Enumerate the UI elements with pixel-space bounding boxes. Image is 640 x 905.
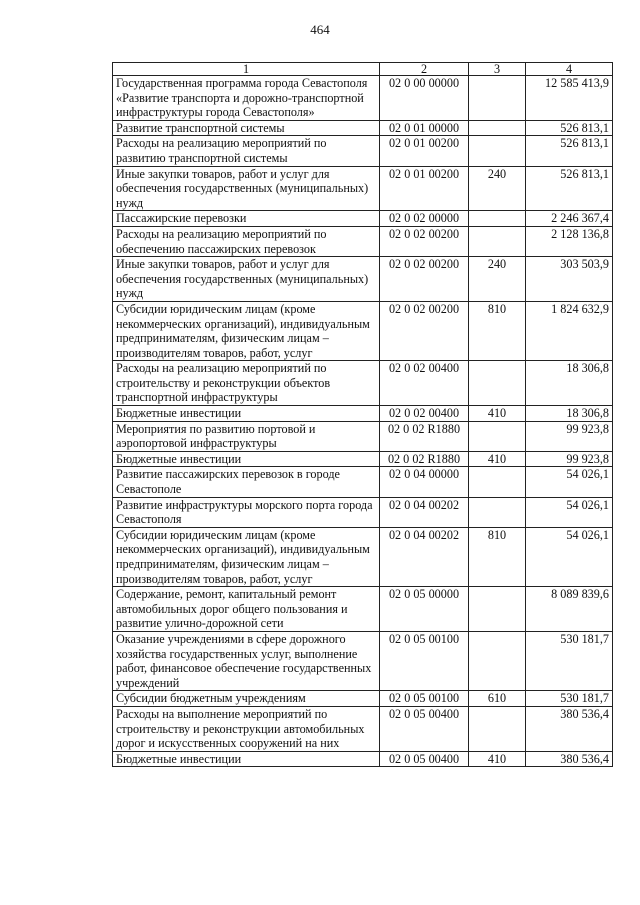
row-csr-code: 02 0 02 00000 xyxy=(380,211,469,227)
row-name: Субсидии бюджетным учреждениям xyxy=(113,691,380,707)
header-row xyxy=(113,63,613,76)
row-name: Субсидии юридическим лицам (кроме некоммерческих организаций), индивидуальным предпринимателям, физическим лицам – производителям товаров, работ, услуг xyxy=(113,527,380,586)
row-expense-type xyxy=(469,361,526,406)
row-expense-type xyxy=(469,497,526,527)
header-col-3: 3 xyxy=(469,63,526,76)
row-expense-type xyxy=(469,587,526,632)
table-row xyxy=(113,691,613,707)
header-col-1: 1 xyxy=(113,63,380,76)
row-amount: 526 813,1 xyxy=(526,120,613,136)
row-amount: 526 813,1 xyxy=(526,136,613,166)
row-amount: 18 306,8 xyxy=(526,406,613,422)
row-name: Расходы на реализацию мероприятий по развитию транспортной системы xyxy=(113,136,380,166)
row-name: Расходы на реализацию мероприятий по обеспечению пассажирских перевозок xyxy=(113,226,380,256)
row-amount: 18 306,8 xyxy=(526,361,613,406)
table-body xyxy=(113,76,613,767)
row-name: Мероприятия по развитию портовой и аэропортовой инфраструктуры xyxy=(113,421,380,451)
row-name: Государственная программа города Севастополя «Развитие транспорта и дорожно-транспортной инфраструктуры города Севастополя» xyxy=(113,76,380,121)
row-amount: 54 026,1 xyxy=(526,527,613,586)
row-name: Пассажирские перевозки xyxy=(113,211,380,227)
row-csr-code: 02 0 02 00200 xyxy=(380,257,469,302)
row-expense-type: 410 xyxy=(469,451,526,467)
row-csr-code: 02 0 02 00200 xyxy=(380,226,469,256)
table-row xyxy=(113,257,613,302)
row-name: Бюджетные инвестиции xyxy=(113,451,380,467)
row-name: Развитие пассажирских перевозок в городе Севастополе xyxy=(113,467,380,497)
row-csr-code: 02 0 04 00000 xyxy=(380,467,469,497)
row-name: Оказание учреждениями в сфере дорожного хозяйства государственных услуг, выполнение работ, финансовое обеспечение государственных учреждений xyxy=(113,631,380,690)
row-expense-type xyxy=(469,136,526,166)
row-expense-type: 240 xyxy=(469,166,526,211)
row-expense-type xyxy=(469,467,526,497)
row-amount: 99 923,8 xyxy=(526,451,613,467)
row-name: Субсидии юридическим лицам (кроме некоммерческих организаций), индивидуальным предпринимателям, физическим лицам – производителям товаров, работ, услуг xyxy=(113,301,380,360)
table-row xyxy=(113,166,613,211)
row-expense-type xyxy=(469,211,526,227)
row-amount: 530 181,7 xyxy=(526,691,613,707)
row-expense-type xyxy=(469,631,526,690)
table-row xyxy=(113,211,613,227)
table-row xyxy=(113,706,613,751)
row-csr-code: 02 0 01 00200 xyxy=(380,166,469,211)
table-row xyxy=(113,587,613,632)
row-amount: 54 026,1 xyxy=(526,497,613,527)
row-amount: 530 181,7 xyxy=(526,631,613,690)
row-amount: 526 813,1 xyxy=(526,166,613,211)
row-name: Бюджетные инвестиции xyxy=(113,406,380,422)
table-row xyxy=(113,451,613,467)
row-csr-code: 02 0 04 00202 xyxy=(380,497,469,527)
row-csr-code: 02 0 05 00100 xyxy=(380,631,469,690)
row-expense-type xyxy=(469,120,526,136)
row-expense-type xyxy=(469,226,526,256)
budget-table xyxy=(112,62,613,767)
page-number: 464 xyxy=(310,22,330,37)
table-row xyxy=(113,527,613,586)
table-row xyxy=(113,226,613,256)
row-expense-type xyxy=(469,706,526,751)
row-name: Бюджетные инвестиции xyxy=(113,751,380,767)
row-amount: 380 536,4 xyxy=(526,706,613,751)
row-name: Расходы на выполнение мероприятий по строительству и реконструкции автомобильных дорог и искусственных сооружений на них xyxy=(113,706,380,751)
row-name: Иные закупки товаров, работ и услуг для обеспечения государственных (муниципальных) нужд xyxy=(113,166,380,211)
table-row xyxy=(113,497,613,527)
table-row xyxy=(113,631,613,690)
row-name: Развитие транспортной системы xyxy=(113,120,380,136)
row-csr-code: 02 0 01 00200 xyxy=(380,136,469,166)
row-csr-code: 02 0 05 00400 xyxy=(380,706,469,751)
row-csr-code: 02 0 05 00000 xyxy=(380,587,469,632)
row-amount: 8 089 839,6 xyxy=(526,587,613,632)
row-csr-code: 02 0 00 00000 xyxy=(380,76,469,121)
row-amount: 1 824 632,9 xyxy=(526,301,613,360)
row-csr-code: 02 0 02 R1880 xyxy=(380,451,469,467)
row-expense-type: 610 xyxy=(469,691,526,707)
table-row xyxy=(113,467,613,497)
row-name: Развитие инфраструктуры морского порта города Севастополя xyxy=(113,497,380,527)
row-amount: 303 503,9 xyxy=(526,257,613,302)
table-row xyxy=(113,120,613,136)
row-amount: 2 128 136,8 xyxy=(526,226,613,256)
table-row xyxy=(113,76,613,121)
row-expense-type: 240 xyxy=(469,257,526,302)
table-row xyxy=(113,421,613,451)
row-expense-type xyxy=(469,76,526,121)
row-csr-code: 02 0 05 00100 xyxy=(380,691,469,707)
row-csr-code: 02 0 05 00400 xyxy=(380,751,469,767)
row-amount: 380 536,4 xyxy=(526,751,613,767)
table-row xyxy=(113,406,613,422)
table-row xyxy=(113,136,613,166)
header-col-2: 2 xyxy=(380,63,469,76)
row-csr-code: 02 0 02 00400 xyxy=(380,361,469,406)
row-name: Расходы на реализацию мероприятий по строительству и реконструкции объектов транспортной инфраструктуры xyxy=(113,361,380,406)
row-expense-type: 810 xyxy=(469,527,526,586)
row-name: Иные закупки товаров, работ и услуг для обеспечения государственных (муниципальных) нужд xyxy=(113,257,380,302)
row-amount: 2 246 367,4 xyxy=(526,211,613,227)
row-amount: 12 585 413,9 xyxy=(526,76,613,121)
row-expense-type: 410 xyxy=(469,406,526,422)
row-amount: 99 923,8 xyxy=(526,421,613,451)
row-csr-code: 02 0 02 00200 xyxy=(380,301,469,360)
row-name: Содержание, ремонт, капитальный ремонт автомобильных дорог общего пользования и развитие улично-дорожной сети xyxy=(113,587,380,632)
row-expense-type: 810 xyxy=(469,301,526,360)
row-expense-type xyxy=(469,421,526,451)
row-csr-code: 02 0 01 00000 xyxy=(380,120,469,136)
row-amount: 54 026,1 xyxy=(526,467,613,497)
table-header xyxy=(113,63,613,76)
header-col-4: 4 xyxy=(526,63,613,76)
row-csr-code: 02 0 02 R1880 xyxy=(380,421,469,451)
row-csr-code: 02 0 02 00400 xyxy=(380,406,469,422)
row-expense-type: 410 xyxy=(469,751,526,767)
table-row xyxy=(113,751,613,767)
table-row xyxy=(113,301,613,360)
table-row xyxy=(113,361,613,406)
row-csr-code: 02 0 04 00202 xyxy=(380,527,469,586)
